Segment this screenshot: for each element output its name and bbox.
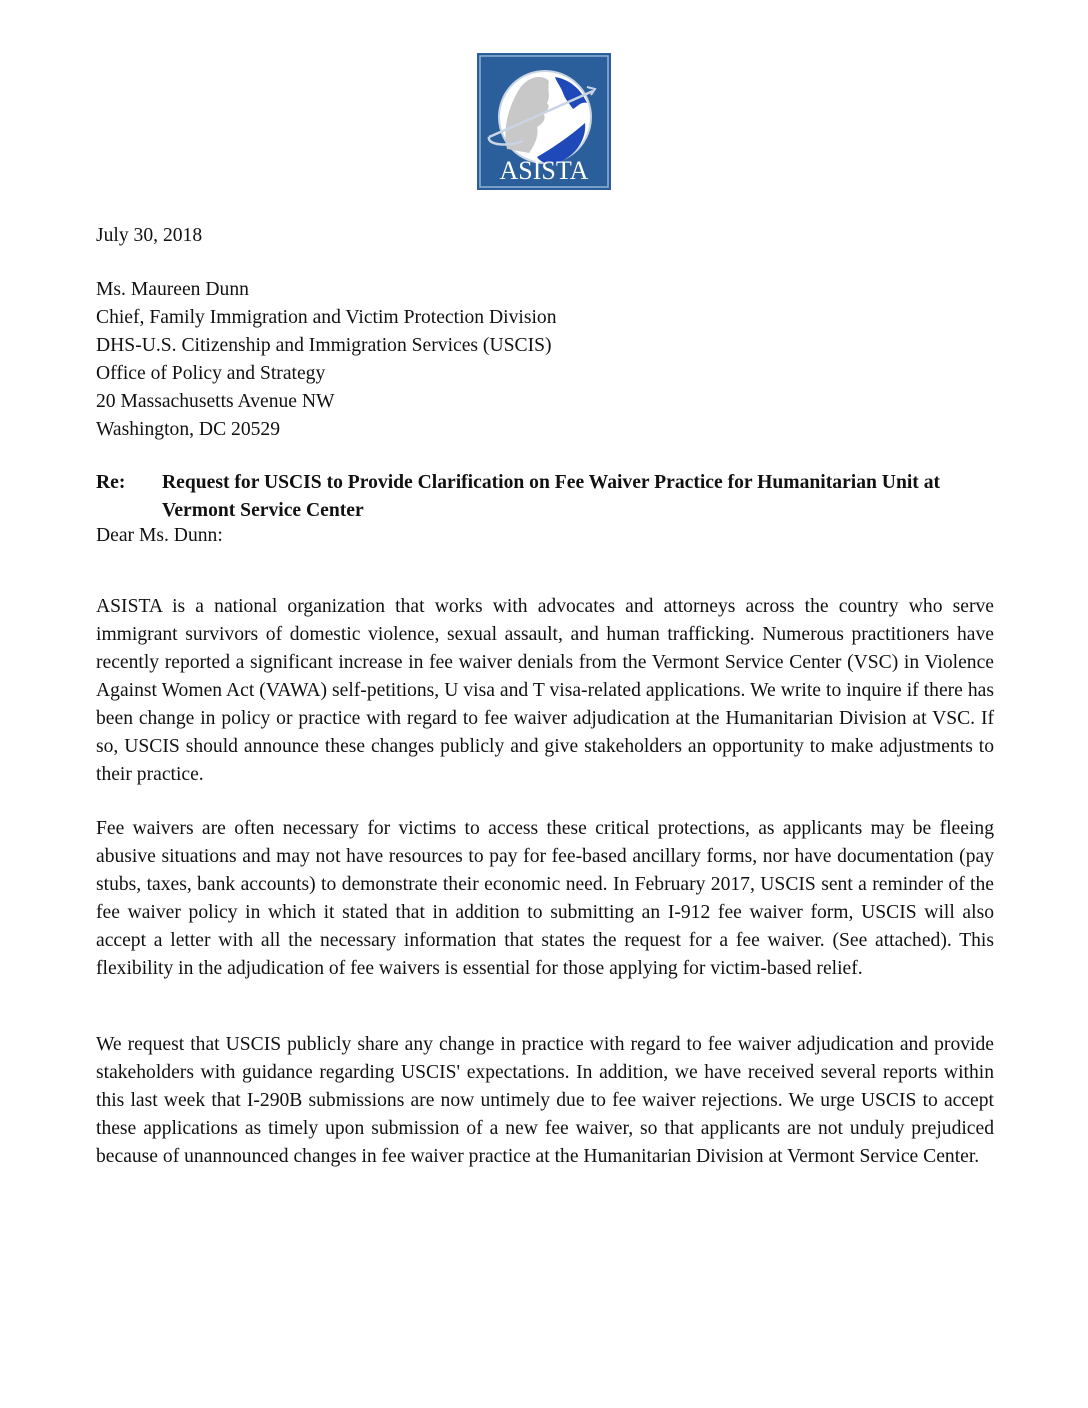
salutation: Dear Ms. Dunn:	[96, 525, 223, 546]
recipient-name: Ms. Maureen Dunn	[96, 279, 249, 300]
recipient-title: Chief, Family Immigration and Victim Protection Division	[96, 307, 557, 328]
recipient-office: Office of Policy and Strategy	[96, 363, 326, 384]
paragraph-text: Fee waivers are often necessary for victims to access these critical protections, as applicants may be fleeing abusive situations and may not have resources to pay for fee-based ancillary forms, nor have documentation (pay stubs, taxes, bank accounts) to demonstrate their economic need. In February 2017, USCIS sent a reminder of the fee waiver policy in which it stated that in addition to submitting an I-912 fee waiver form, USCIS will also accept a letter with all the necessary information that states the request for a fee waiver. (See attached). This flexibility in the adjudication of fee waivers is essential for those applying for victim-based relief.	[96, 818, 994, 979]
body-paragraph-1	[96, 593, 994, 789]
subject-line	[96, 469, 994, 525]
body-paragraph-3	[96, 1031, 994, 1171]
recipient-address	[96, 276, 994, 444]
recipient-agency: DHS-U.S. Citizenship and Immigration Services (USCIS)	[96, 335, 552, 356]
subject-label: Re:	[96, 472, 126, 493]
recipient-street: 20 Massachusetts Avenue NW	[96, 391, 335, 412]
recipient-city: Washington, DC 20529	[96, 419, 281, 440]
svg-text:ASISTA: ASISTA	[499, 156, 589, 185]
paragraph-text: ASISTA is a national organization that works with advocates and attorneys across the country who serve immigrant survivors of domestic violence, sexual assault, and human trafficking. Numerous practitioners have recently reported a significant increase in fee waiver denials from the Vermont Service Center (VSC) in Violence Against Women Act (VAWA) self-petitions, U visa and T visa-related applications. We write to inquire if there has been change in policy or practice with regard to fee waiver adjudication at the Humanitarian Division at VSC. If so, USCIS should announce these changes publicly and give stakeholders an opportunity to make adjustments to their practice.	[96, 596, 994, 785]
asista-logo	[477, 53, 611, 190]
subject-text: Request for USCIS to Provide Clarification on Fee Waiver Practice for Humanitarian Unit at Vermont Service Center	[162, 472, 941, 521]
globe-profile-icon	[477, 53, 611, 190]
paragraph-text: We request that USCIS publicly share any change in practice with regard to fee waiver adjudication and provide stakeholders with guidance regarding USCIS' expectations. In addition, we have received several reports within this last week that I-290B submissions are now untimely due to fee waiver rejections. We urge USCIS to accept these applications as timely upon submission of a new fee waiver, so that applicants are not unduly prejudiced because of unannounced changes in fee waiver practice at the Humanitarian Division at Vermont Service Center.	[96, 1034, 994, 1167]
letter-date: July 30, 2018	[96, 225, 203, 246]
body-paragraph-2	[96, 815, 994, 983]
